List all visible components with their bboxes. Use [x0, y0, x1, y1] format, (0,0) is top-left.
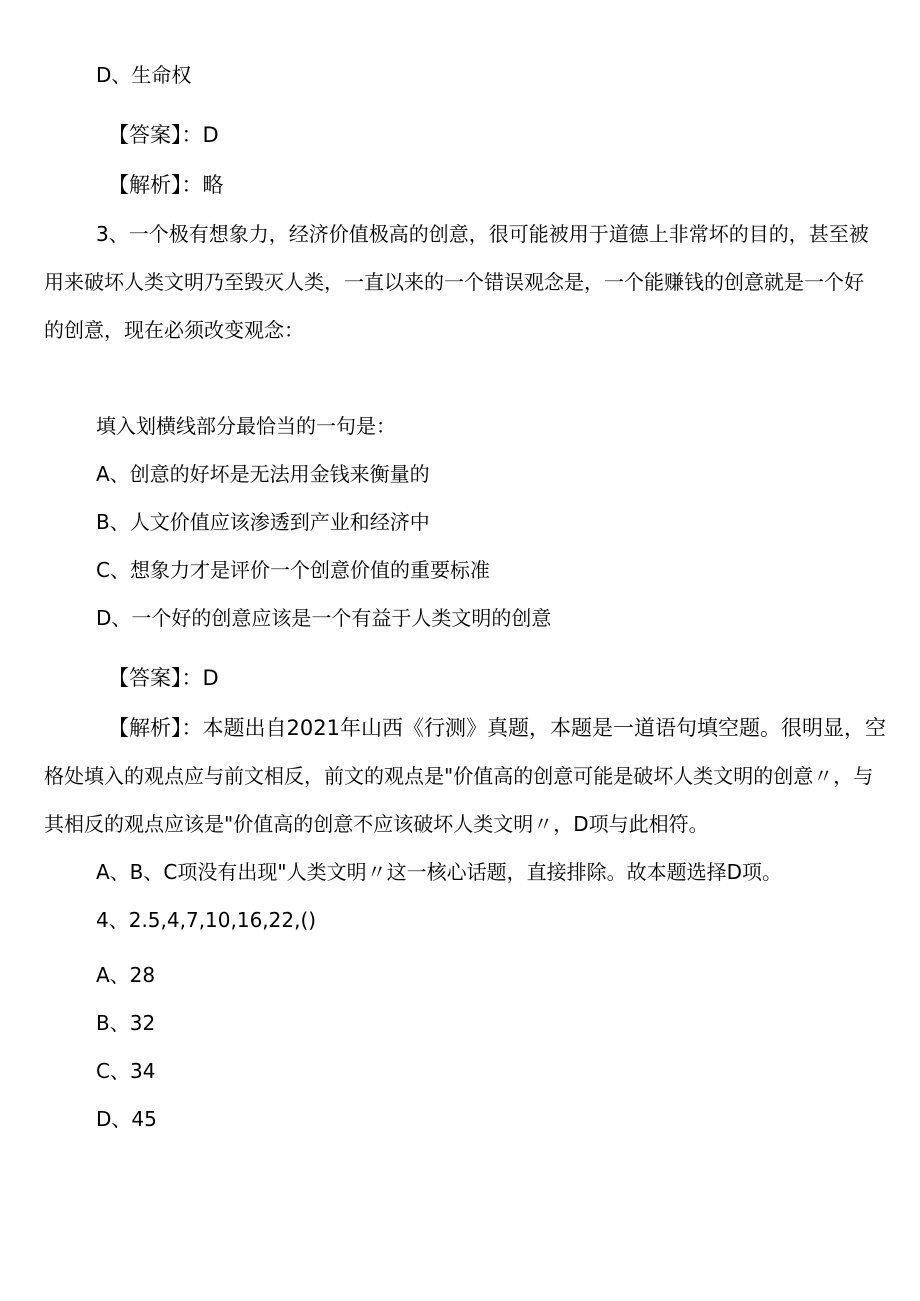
q4-option-c: C、34 — [96, 1059, 156, 1083]
q4-stem: 4、2.5,4,7,10,16,22,() — [96, 908, 317, 932]
q3-stem-line-3: 的创意，现在必须改变观念： — [44, 318, 304, 342]
q3-option-d: D、一个好的创意应该是一个有益于人类文明的创意 — [96, 606, 552, 630]
q2-answer: 【答案】：D — [108, 123, 219, 147]
q3-analysis-line-2: 格处填入的观点应与前文相反，前文的观点是"价值高的创意可能是破坏人类文明的创意〃，与 — [44, 764, 874, 788]
q3-stem-line-1: 3、一个极有想象力，经济价值极高的创意，很可能被用于道德上非常坏的目的，甚至被 — [96, 222, 869, 246]
q4-option-d: D、45 — [96, 1107, 157, 1131]
q2-option-d: D、生命权 — [96, 63, 192, 87]
q4-option-a: A、28 — [96, 963, 156, 987]
q3-prompt: 填入划横线部分最恰当的一句是： — [96, 414, 396, 438]
q3-analysis-line-1: 【解析】：本题出自2021年山西《行测》真题，本题是一道语句填空题。很明显，空 — [108, 716, 886, 740]
q3-stem-line-2: 用来破坏人类文明乃至毁灭人类，一直以来的一个错误观念是，一个能赚钱的创意就是一个好 — [44, 270, 864, 294]
q3-option-a: A、创意的好坏是无法用金钱来衡量的 — [96, 462, 430, 486]
q3-option-c: C、想象力才是评价一个创意价值的重要标准 — [96, 558, 490, 582]
q3-analysis-line-3: 其相反的观点应该是"价值高的创意不应该破坏人类文明〃，D项与此相符。 — [44, 812, 709, 836]
q2-analysis: 【解析】：略 — [108, 173, 224, 197]
q4-option-b: B、32 — [96, 1011, 156, 1035]
q3-answer: 【答案】：D — [108, 666, 219, 690]
q3-analysis-line-4: A、B、C项没有出现"人类文明〃这一核心话题，直接排除。故本题选择D项。 — [96, 860, 782, 884]
q3-option-b: B、人文价值应该渗透到产业和经济中 — [96, 510, 430, 534]
